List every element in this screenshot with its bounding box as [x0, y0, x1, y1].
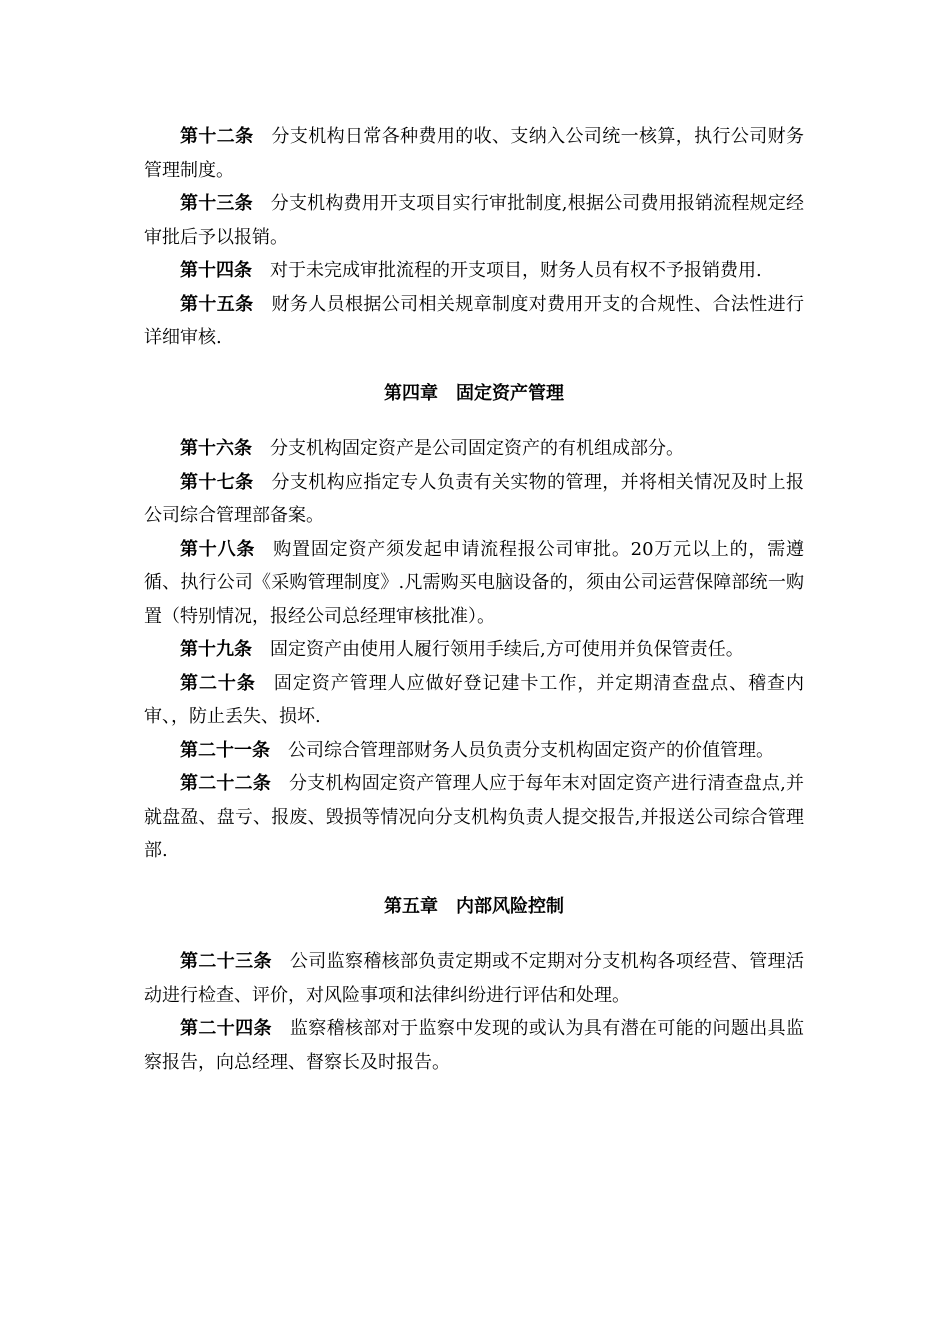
chapter-5-label: 第五章	[384, 895, 438, 917]
article-14-text: 对于未完成审批流程的开支项目，财务人员有权不予报销费用.	[270, 260, 762, 281]
article-22-text: 分支机构固定资产管理人应于每年末对固定资产进行清查盘点,并就盘盈、盘亏、报废、毁损等情况向分支机构负责人提交报告,并报送公司综合管理部.	[144, 773, 805, 861]
article-21	[144, 734, 804, 768]
article-24-label: 第二十四条	[180, 1018, 272, 1039]
chapter-4-label: 第四章	[384, 382, 438, 404]
article-14	[144, 254, 804, 288]
article-22	[144, 767, 804, 868]
article-15-label: 第十五条	[180, 293, 254, 315]
article-21-text: 公司综合管理部财务人员负责分支机构固定资产的价值管理。	[288, 739, 774, 761]
article-20-label: 第二十条	[180, 672, 256, 694]
article-17	[144, 466, 804, 533]
article-23	[144, 945, 804, 1012]
article-22-label: 第二十二条	[180, 773, 271, 794]
article-24	[144, 1012, 804, 1079]
article-20-text: 固定资产管理人应做好登记建卡工作，并定期清查盘点、稽查内审、，防止丢失、损坏.	[144, 672, 805, 727]
chapter-4-heading	[144, 377, 804, 411]
article-12-label: 第十二条	[180, 126, 254, 147]
article-21-label: 第二十一条	[180, 739, 270, 761]
chapter-5-heading	[144, 890, 804, 924]
chapter-5-title: 内部风险控制	[456, 895, 564, 917]
article-19	[144, 633, 804, 667]
article-17-text: 分支机构应指定专人负责有关实物的管理，并将相关情况及时上报公司综合管理部备案。	[144, 471, 804, 526]
article-18-text: 购置固定资产须发起申请流程报公司审批。20万元以上的，需遵循、执行公司《采购管理制度》.凡需购买电脑设备的，须由公司运营保障部统一购置（特别情况，报经公司总经理审核批准）。	[144, 538, 805, 627]
article-12	[144, 120, 804, 187]
article-17-label: 第十七条	[180, 471, 254, 493]
article-18	[144, 533, 804, 634]
article-16	[144, 432, 804, 466]
article-13-label: 第十三条	[180, 193, 253, 214]
article-13-text: 分支机构费用开支项目实行审批制度,根据公司费用报销流程规定经审批后予以报销。	[144, 193, 805, 248]
article-16-label: 第十六条	[180, 438, 252, 459]
document-page	[144, 120, 804, 1079]
article-18-label: 第十八条	[180, 538, 256, 560]
article-12-text: 分支机构日常各种费用的收、支纳入公司统一核算，执行公司财务管理制度。	[144, 126, 804, 181]
article-20	[144, 667, 804, 734]
chapter-4-title: 固定资产管理	[456, 382, 564, 404]
article-24-text: 监察稽核部对于监察中发现的或认为具有潜在可能的问题出具监察报告，向总经理、督察长及时报告。	[144, 1018, 804, 1073]
article-13	[144, 187, 804, 254]
article-15	[144, 288, 804, 355]
article-15-text: 财务人员根据公司相关规章制度对费用开支的合规性、合法性进行详细审核.	[144, 293, 804, 348]
article-16-text: 分支机构固定资产是公司固定资产的有机组成部分。	[270, 438, 684, 459]
article-23-label: 第二十三条	[180, 951, 272, 972]
article-14-label: 第十四条	[180, 260, 252, 281]
article-23-text: 公司监察稽核部负责定期或不定期对分支机构各项经营、管理活动进行检查、评价，对风险事项和法律纠纷进行评估和处理。	[144, 951, 804, 1006]
article-19-label: 第十九条	[180, 639, 252, 660]
article-19-text: 固定资产由使用人履行领用手续后,方可使用并负保管责任。	[270, 639, 744, 660]
